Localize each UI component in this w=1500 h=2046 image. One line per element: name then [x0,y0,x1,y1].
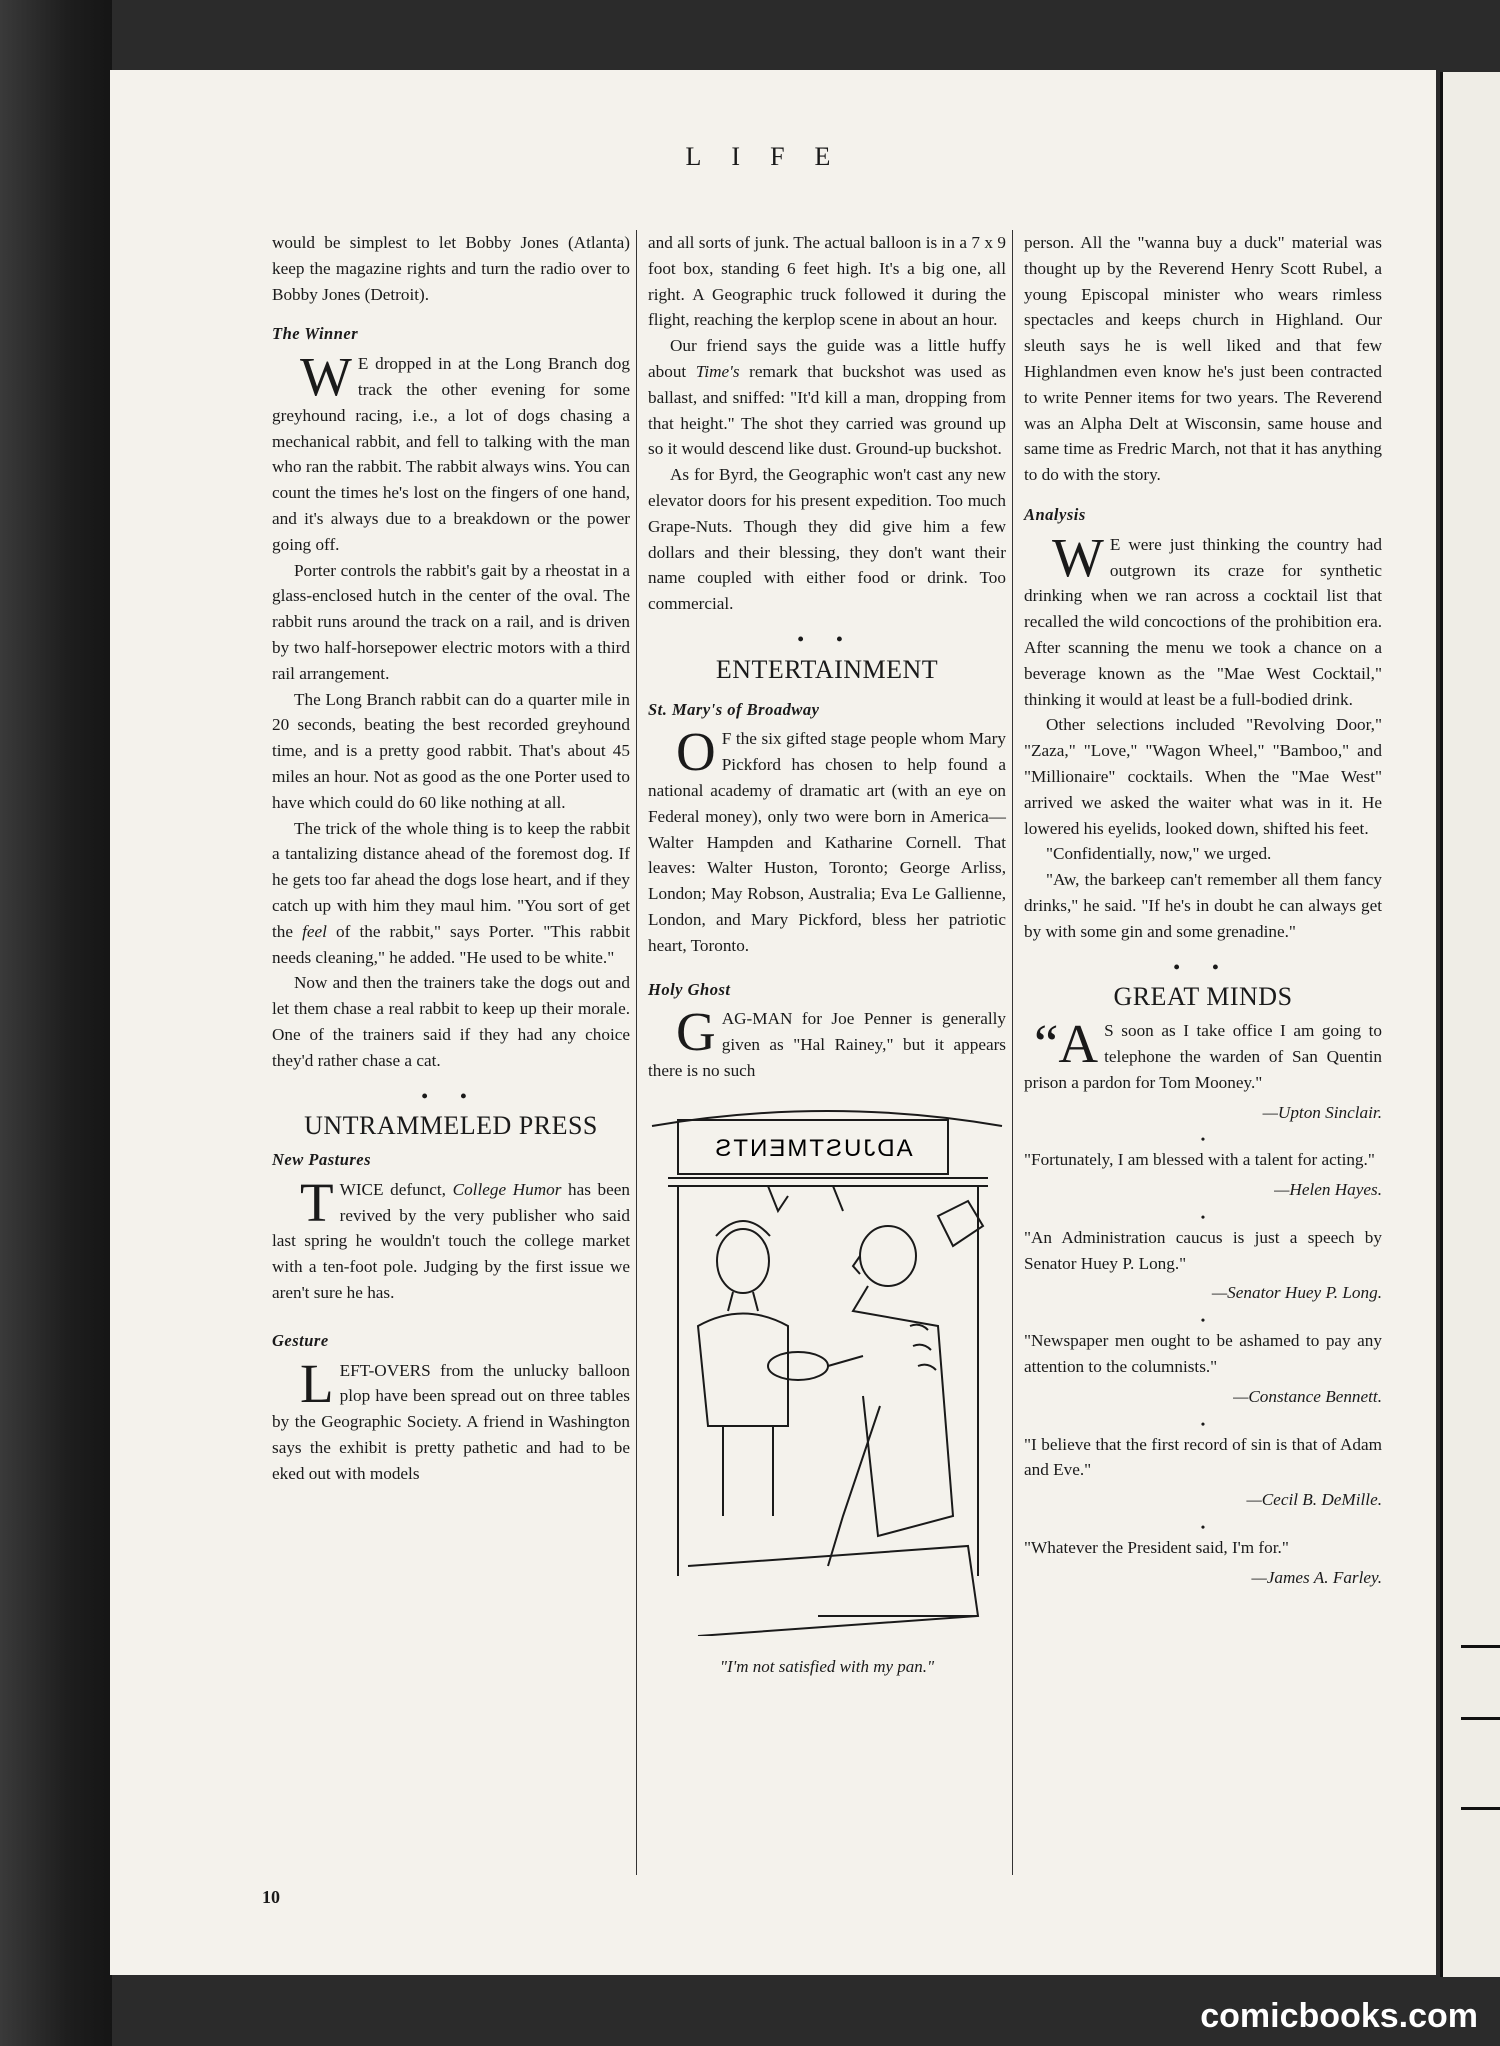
italic-text: Time's [695,361,740,381]
section-great-minds: GREAT MINDS [1113,982,1293,1012]
paragraph [272,1171,631,1306]
cartoon-woman-apron [723,1426,773,1516]
paragraph: person. All the "wanna buy a duck" material was thought up by the Reverend Henry Scott Rubel, a young Episcopal minister who wears rimless spectacles and keeps church in Highland. Our sleuth says he is well liked and that few Highlandmen even know he's just been contracted to write Penner items for two years. The Reverend was an Alpha Delt at Wisconsin, same house and same time as Fredric March, not that it has anything to do with the story. [1024,233,1382,485]
subheading-st-marys: St. Mary's of Broadway [648,699,820,719]
paragraph [272,1352,630,1487]
paragraph-text: remark that buckshot was used as ballast, and sniffed: "It'd kill a man, dropping from that height." The shot they carried was ground up so it would descend like dust. Ground-up buckshot. [648,361,1006,459]
subheading-the-winner: The Winner [272,324,359,344]
quote-attribution: —Upton Sinclair. [1262,1102,1382,1122]
drop-cap: G [676,1001,716,1063]
quote-attribution: —Senator Huey P. Long. [1211,1283,1382,1303]
cartoon-man-head [860,1226,916,1286]
paragraph-text: WICE defunct, [339,1179,453,1199]
quote-attribution: —Helen Hayes. [1274,1180,1382,1200]
watermark: comicbooks.com [1200,1997,1478,2035]
paragraph: As for Byrd, the Geographic won't cast any new elevator doors for his present expedition. Too much Grape-Nuts. Though they did give him a few dollars and their blessing, they don't want their name coupled with either food or drink. Too commercial. [648,465,1006,614]
paragraph: Porter controls the rabbit's gait by a rheostat in a glass-enclosed hutch in the center of the oval. The rabbit runs around the track on a rail, and is driven by two half-horsepower electric motors with a third rail arrangement. [272,560,630,683]
quote-separator: • [1200,1209,1206,1224]
page-number: 10 [262,1887,280,1907]
section-dots: • • [421,1085,481,1106]
paragraph: and all sorts of junk. The actual balloon is in a 7 x 9 foot box, standing 6 feet high. It's a big one, all right. A Geographic truck followed it during the flight, reaching the kerplop scene in about an hour. [648,233,1006,330]
subheading-new-pastures: New Pastures [272,1150,372,1170]
paragraph-text: E were just thinking the country had outgrown its craze for synthetic drinking when we ran across a cocktail list that recalled the wild concoctions of the prohibition era. After scanning the menu we took a chance on a beverage known as the "Mae West Cocktail," thinking it would at least be a full-bodied drink. [1024,534,1382,709]
paragraph-text: F the six gifted stage people whom Mary Pickford has chosen to help found a national academy of dramatic art (with an eye on Federal money), only two were born in America—Walter Hampden and Katharine Cornell. That leaves: Walter Huston, Toronto; George Arliss, London; May Robson, Australia; Eva Le Gallienne, London, and Mary Pickford, bless her patriotic heart, Toronto. [648,729,1006,955]
cartoon-caption: "I'm not satisfied with my pan." [719,1656,935,1676]
cartoon-shelf [668,1178,988,1186]
paragraph [272,816,630,971]
column-1 [272,230,630,1487]
drop-cap: L [300,1352,334,1414]
paragraph: "Aw, the barkeep can't remember all them fancy drinks," he said. "If he's in doubt he can always get by with some gin and some grenadine." [1024,870,1382,941]
cartoon-window-frame [678,1186,978,1576]
drop-cap: W [1052,526,1104,588]
cartoon-hatching [910,1324,936,1369]
cartoon-woman-body [698,1313,788,1426]
column-3 [1024,230,1382,1597]
drop-cap-letter: A [1058,1013,1099,1075]
subheading-holy-ghost: Holy Ghost [648,979,731,999]
cartoon-woman-neck [728,1292,758,1311]
quote-separator: • [1200,1416,1206,1431]
quote: "I believe that the first record of sin is that of Adam and Eve." [1024,1434,1382,1480]
paragraph [272,346,630,557]
quote-separator: • [1200,1520,1206,1535]
italic-text: College Humor [452,1179,562,1199]
quote-attribution: —Constance Bennett. [1233,1386,1382,1406]
section-dots: • • [797,628,857,649]
running-head: LIFE [685,142,861,171]
quote: "Fortunately, I am blessed with a talent for acting." [1024,1150,1375,1170]
paragraph: Other selections included "Revolving Door," "Zaza," "Love," "Wagon Wheel," "Bamboo," and "Millionaire" cocktails. When the "Mae West" arrived we asked the waiter what was in it. He lowered his eyelids, looked down, shifted his feet. [1024,715,1382,838]
quote-separator: • [1200,1313,1206,1328]
paragraph [648,721,1006,958]
quote-attribution: —James A. Farley. [1251,1567,1382,1587]
paragraph-text: EFT-OVERS from the unlucky balloon plop have been spread out on three tables by the Geographic Society. A friend in Washington says the exhibit is pretty pathetic and had to be eked out with models [272,1360,630,1483]
column-rule [1012,230,1013,1875]
quotes-list [1024,1013,1382,1591]
quote-text: S soon as I take office I am going to telephone the warden of San Quentin prison a pardon for Tom Mooney." [1024,1021,1382,1092]
next-page-mark [1461,1717,1500,1720]
drop-cap: T [300,1171,334,1233]
subheading-gesture: Gesture [272,1330,329,1350]
paragraph-text: Our friend says the guide was a little huffy about [648,336,1006,381]
cartoon-hanging-tag [938,1201,983,1246]
cartoon-woman-head [717,1229,769,1293]
italic-text: feel [302,921,327,941]
section-dots: • • [1173,956,1233,977]
paragraph [648,333,1006,462]
paragraph: The Long Branch rabbit can do a quarter mile in 20 seconds, beating the best recorded greyhound time, and is a pretty good rabbit. That's about 45 miles an hour. Not as good as the one Porter used to have which could do 60 like nothing at all. [272,689,630,812]
cartoon-sign-text: ADJUSTMENTS [713,1134,913,1162]
quote: "Newspaper men ought to be ashamed to pay any attention to the columnists." [1024,1331,1382,1377]
cartoon-illustration [648,1096,1006,1636]
cartoon-arch [652,1111,1002,1126]
next-page-mark [1461,1645,1500,1648]
drop-cap: O [676,721,716,783]
section-entertainment: ENTERTAINMENT [715,654,939,684]
subheading-analysis: Analysis [1024,504,1086,524]
paragraph: would be simplest to let Bobby Jones (Atlanta) keep the magazine rights and turn the radio over to Bobby Jones (Detroit). [272,233,630,304]
paragraph [648,1001,1006,1083]
quote-attribution: —Cecil B. DeMille. [1246,1490,1382,1510]
quote: "Whatever the President said, I'm for." [1024,1538,1289,1558]
next-page-mark [1461,1807,1500,1810]
quote-separator: • [1200,1132,1206,1147]
scan-background [0,0,112,2046]
section-untrammeled-press: UNTRAMMELED PRESS [304,1111,598,1141]
paragraph-text: E dropped in at the Long Branch dog track the other evening for some greyhound racing, i.e., a lot of dogs chasing a mechanical rabbit, and fell to talking with the man who ran the rabbit. The rabbit always wins. You can count the times he's lost on the fingers of one hand, and it's always due to a breakdown or the power going off. [272,354,630,554]
cartoon-man-body [853,1286,953,1536]
cartoon-man-nose [853,1256,860,1274]
cartoon-counter [688,1546,978,1636]
drop-cap: W [300,346,352,408]
paragraph-text: AG-MAN for Joe Penner is generally given as "Hal Rainey," but it appears there is no such [648,1009,1006,1080]
magazine-page [110,70,1436,1975]
cartoon-pan-handle [828,1356,863,1366]
quote: "An Administration caucus is just a speech by Senator Huey P. Long." [1024,1227,1382,1273]
drop-cap [1034,1013,1099,1075]
cartoon-hanging-items [768,1186,843,1211]
quote [1024,1013,1382,1095]
cartoon-frying-pan [768,1352,828,1380]
next-page-edge [1440,72,1500,1977]
paragraph: "Confidentially, now," we urged. [1046,844,1272,864]
quote-mark: “ [1034,1013,1059,1075]
paragraph-text: of the rabbit," says Porter. "This rabbit needs cleaning," he added. "He used to be white." [272,921,630,967]
paragraph: Now and then the trainers take the dogs out and let them chase a real rabbit to keep up their morale. One of the trainers said if they had any choice they'd rather chase a cat. [272,973,630,1070]
paragraph-text: has been revived by the very publisher who said last spring he wouldn't touch the college market with a ten-foot pole. Judging by the first issue we aren't sure he has. [272,1179,631,1303]
paragraph-text: The trick of the whole thing is to keep the rabbit a tantalizing distance ahead of the foremost dog. If he gets too far ahead the dogs lose heart, and if they catch up with him they maul him. "You sort of get the [272,818,630,941]
paragraph [1024,526,1382,713]
column-2 [648,230,1006,1679]
column-rule [636,230,637,1875]
